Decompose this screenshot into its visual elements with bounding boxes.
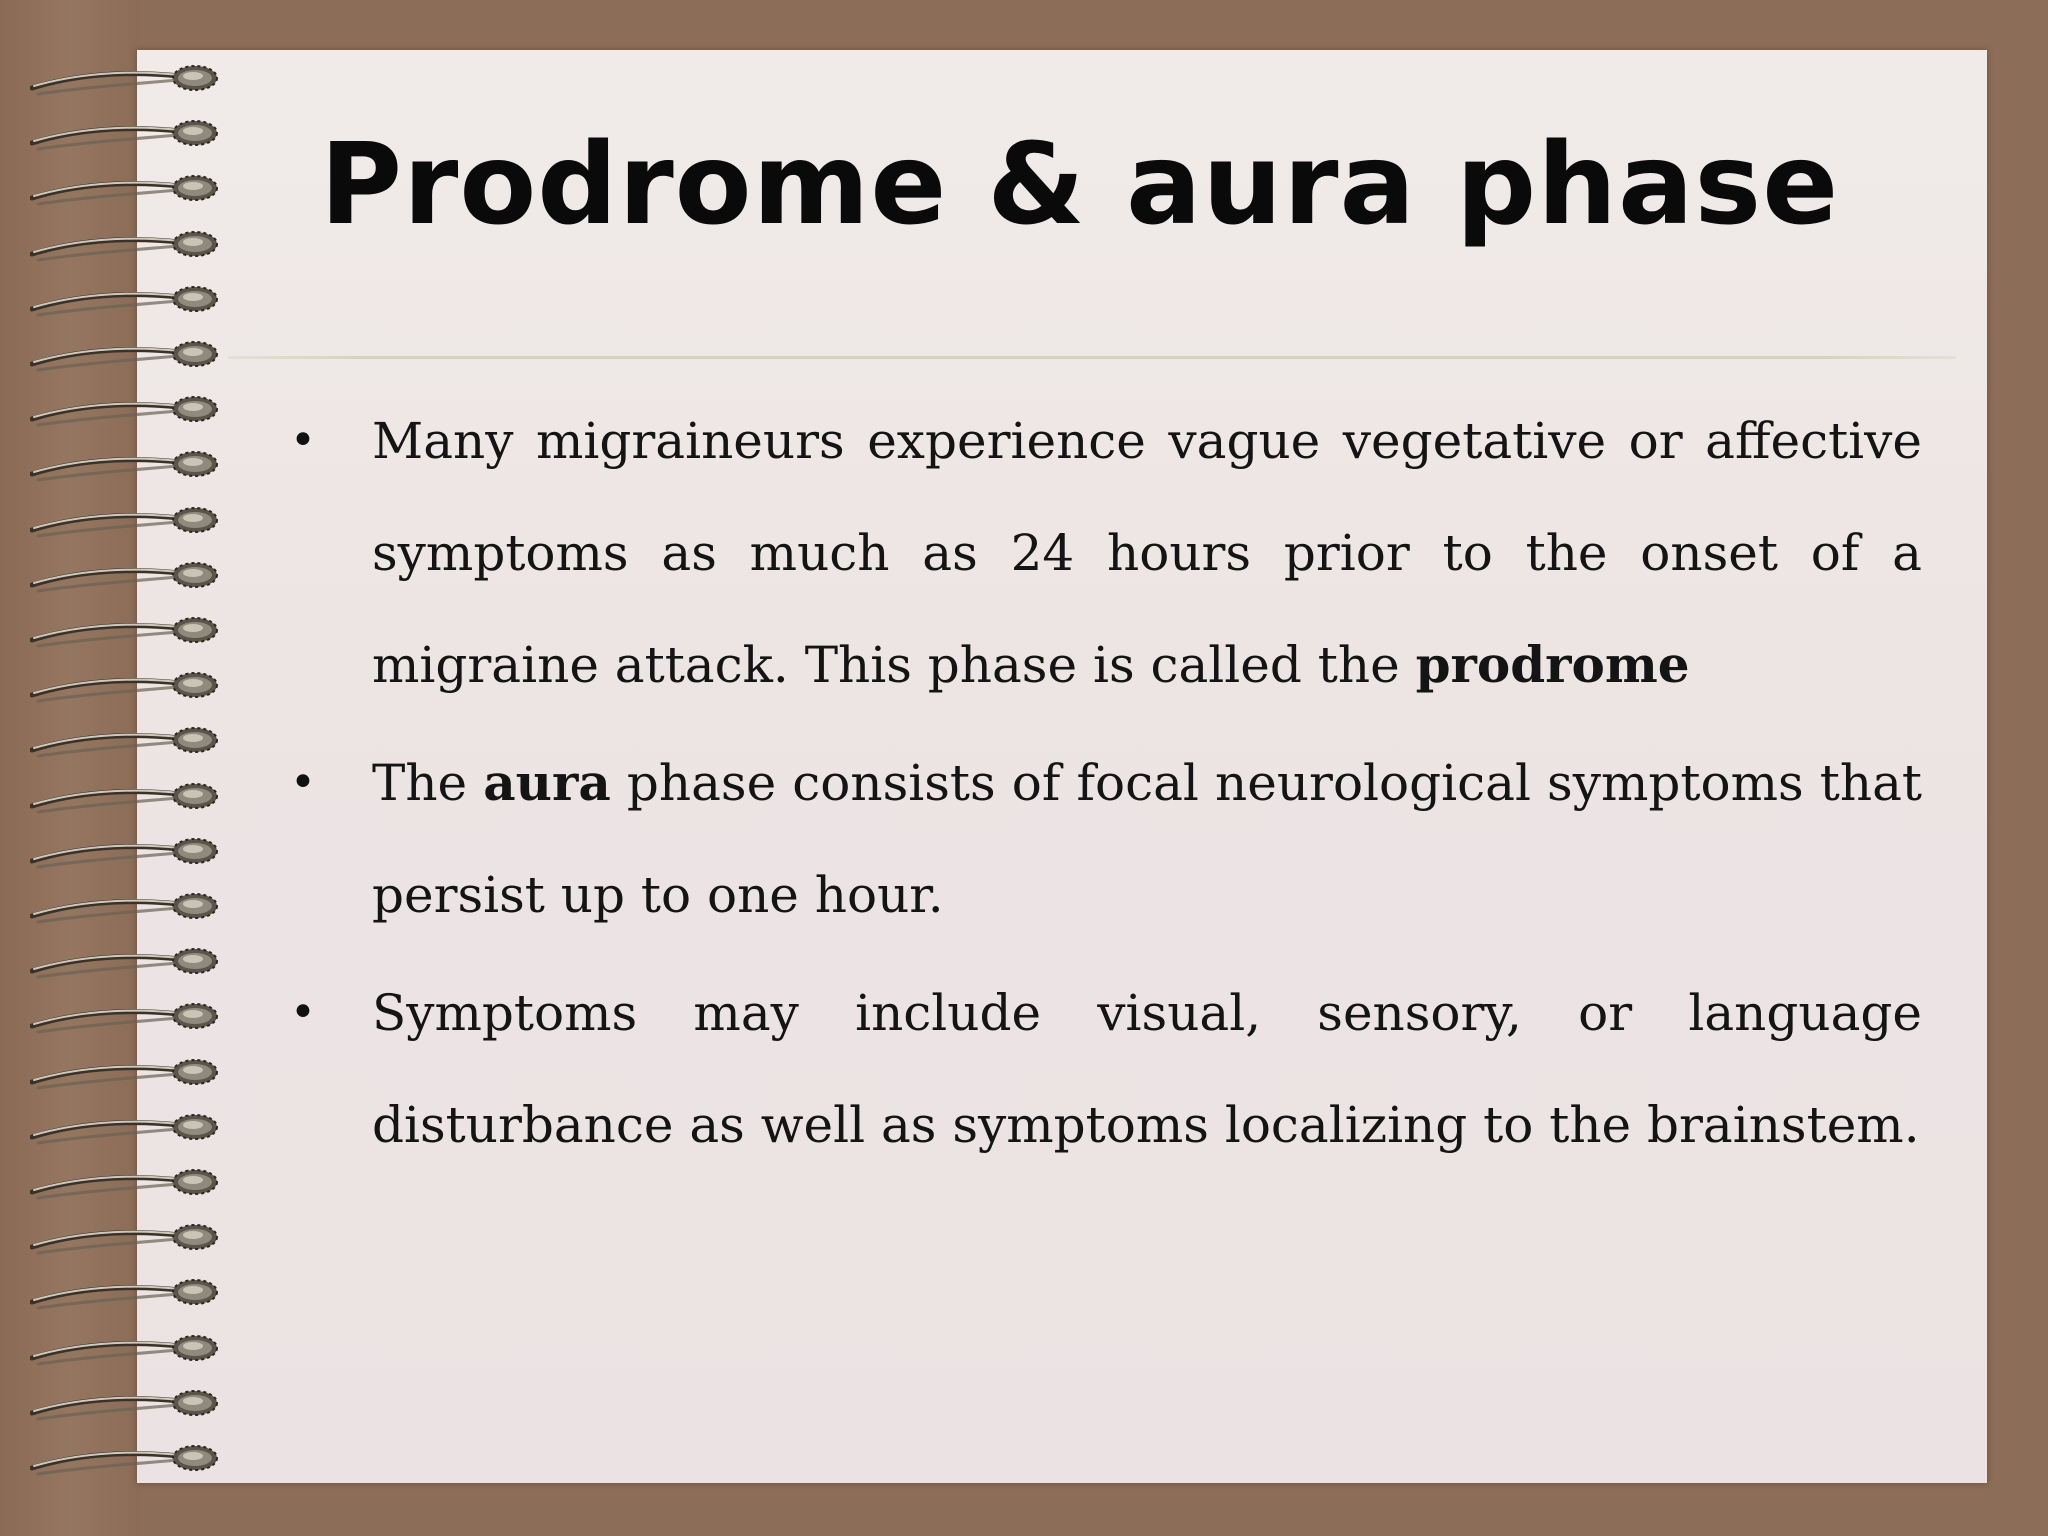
spiral-ring-icon xyxy=(30,1217,240,1263)
bullet-item xyxy=(290,727,1922,951)
spiral-ring-icon xyxy=(30,279,240,325)
bullet-segment: phase consists of focal neurological symptoms that persist up to one hour. xyxy=(372,754,1922,924)
spiral-ring-icon xyxy=(30,168,240,214)
bullet-segment: Symptoms may include visual, sensory, or language disturbance as well as symptoms localizing to the brainstem. xyxy=(372,984,1922,1154)
bullet-emphasis: aura xyxy=(483,753,611,812)
spiral-ring-icon xyxy=(30,1162,240,1208)
spiral-ring-icon xyxy=(30,886,240,932)
bullet-item xyxy=(290,385,1922,721)
spiral-ring-icon xyxy=(30,720,240,766)
bullet-marker-icon: • xyxy=(290,415,316,466)
bullet-emphasis: prodrome xyxy=(1415,635,1690,694)
spiral-ring-icon xyxy=(30,389,240,435)
bullet-list xyxy=(290,385,1922,1187)
spiral-ring-icon xyxy=(30,444,240,490)
spiral-ring-icon xyxy=(30,224,240,270)
title-divider xyxy=(228,356,1956,359)
spiral-ring-icon xyxy=(30,555,240,601)
spiral-ring-icon xyxy=(30,1272,240,1318)
bullet-marker-icon: • xyxy=(290,987,316,1038)
spiral-ring-icon xyxy=(30,334,240,380)
spiral-ring-icon xyxy=(30,776,240,822)
spiral-ring-icon xyxy=(30,996,240,1042)
spiral-ring-icon xyxy=(30,1438,240,1484)
spiral-ring-icon xyxy=(30,941,240,987)
spiral-ring-icon xyxy=(30,1328,240,1374)
bullet-marker-icon: • xyxy=(290,757,316,808)
bullet-item xyxy=(290,957,1922,1181)
spiral-ring-icon xyxy=(30,1052,240,1098)
bullet-text xyxy=(372,957,1922,1181)
bullet-segment: Many migraineurs experience vague vegetative or affective symptoms as much as 24 hours prior to the onset of a migraine attack. This phase is called the xyxy=(372,412,1922,694)
spiral-ring-icon xyxy=(30,831,240,877)
spiral-ring-icon xyxy=(30,665,240,711)
spiral-ring-icon xyxy=(30,58,240,104)
spiral-binding xyxy=(30,58,240,1498)
spiral-ring-icon xyxy=(30,113,240,159)
spiral-ring-icon xyxy=(30,1107,240,1153)
spiral-ring-icon xyxy=(30,610,240,656)
bullet-segment: The xyxy=(372,754,484,812)
bullet-text xyxy=(372,727,1922,951)
slide-title: Prodrome & aura phase xyxy=(320,120,1840,250)
spiral-ring-icon xyxy=(30,1383,240,1429)
bullet-text xyxy=(372,385,1922,721)
spiral-ring-icon xyxy=(30,500,240,546)
